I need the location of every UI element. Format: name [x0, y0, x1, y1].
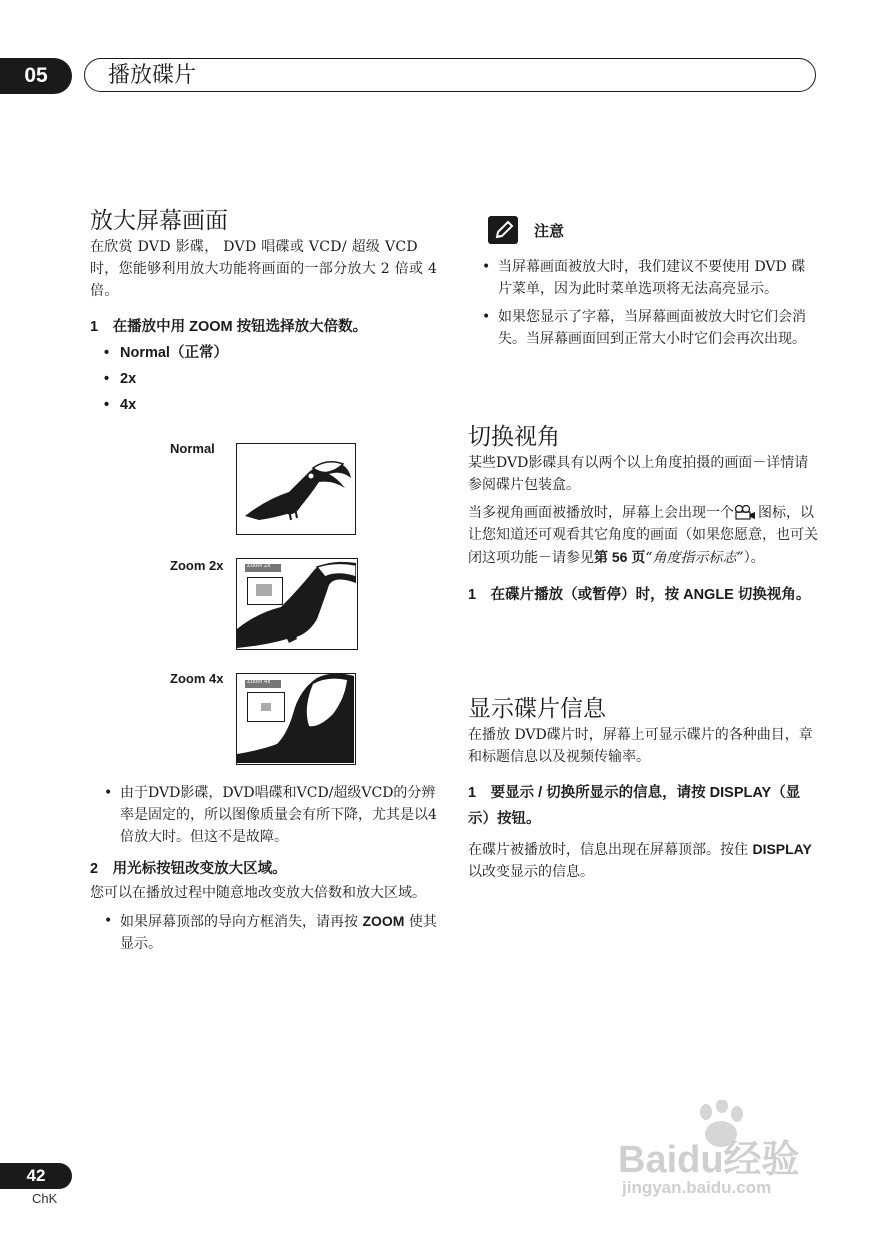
- note-title: 注意: [534, 223, 565, 240]
- chapter-number-badge: 05: [0, 58, 72, 94]
- angle-step1: 1 在碟片播放（或暂停）时，按 ANGLE 切换视角。: [468, 587, 811, 603]
- figure-label-normal: Normal: [170, 441, 215, 456]
- disc-info-intro: 在播放 DVD碟片时，屏幕上可显示碟片的各种曲目，章和标题信息以及视频传输率。: [468, 727, 813, 765]
- camera-angle-icon: [734, 504, 758, 520]
- zoom-guide-note: [90, 910, 440, 955]
- angle-intro: 某些DVD影碟具有以两个以上角度拍摄的画面－详情请参阅碟片包装盒。: [468, 455, 809, 493]
- zoom4x-guide-frame: [247, 692, 285, 722]
- angle-ref-title[interactable]: “角度指示标志”: [645, 550, 744, 566]
- figure-label-zoom4x: Zoom 4x: [170, 671, 224, 686]
- disc-info-heading: 显示碟片信息: [468, 696, 606, 722]
- angle-heading: 切换视角: [468, 424, 560, 450]
- angle-para-mid: 图标，以让您知道还可观看其它角度的画面（如果您愿意，也可关闭这项功能－请参见: [468, 505, 818, 566]
- angle-para-pre: 当多视角画面被播放时，屏幕上会出现一个: [468, 505, 734, 521]
- zoom-osd-label: Zoom 2x: [247, 563, 271, 569]
- toucan-illustration-normal: [237, 444, 354, 533]
- baidu-watermark: [618, 1100, 818, 1210]
- zoom-heading: 放大屏幕画面: [90, 208, 228, 234]
- zoom-step1: 1 在播放中用 ZOOM 按钮选择放大倍数。: [90, 319, 368, 335]
- angle-para-end: ）。: [743, 550, 765, 566]
- toucan-image-zoom2x: [236, 558, 358, 650]
- display-key: DISPLAY: [752, 841, 812, 857]
- disc-info-step1: 1 要显示 / 切换所显示的信息，请按 DISPLAY（显示）按钮。: [468, 785, 801, 827]
- angle-page-ref[interactable]: 第 56 页: [594, 549, 646, 565]
- disc-info-section: [468, 694, 818, 883]
- watermark-url: jingyan.baidu.com: [622, 1178, 772, 1197]
- zoom-lower-section: [90, 782, 440, 955]
- figure-label-zoom2x: Zoom 2x: [170, 558, 224, 573]
- pencil-icon: [488, 216, 518, 244]
- toucan-image-zoom4x: [236, 673, 356, 765]
- language-code: ChK: [32, 1191, 58, 1206]
- zoom-guide-area: [256, 584, 272, 596]
- watermark-brand: Baidu经验: [618, 1139, 800, 1181]
- zoom4x-osd-label: Zoom 4x: [247, 679, 271, 685]
- disc-info-text-pre: 在碟片被播放时，信息出现在屏幕顶部。按住: [468, 842, 753, 858]
- zoom-resolution-note: • 由于DVD影碟，DVD唱碟和VCD/超级VCD的分辨率是固定的，所以图像质量会有所下降，尤其是以4倍放大时。但这不是故障。: [90, 782, 440, 848]
- angle-para: [468, 502, 818, 569]
- chapter-title: 播放碟片: [108, 63, 197, 88]
- zoom-intro: 在欣赏 DVD 影碟， DVD 唱碟或 VCD/ 超级 VCD 时，您能够利用放大功能将画面的一部分放大 2 倍或 4 倍。: [90, 239, 438, 299]
- zoom-step2: 2 用光标按钮改变放大区域。: [90, 861, 287, 877]
- toucan-image-normal: [236, 443, 356, 535]
- zoom-option-2x: • 2x: [90, 368, 440, 390]
- disc-info-text: [468, 838, 818, 883]
- zoom4x-guide-area: [261, 703, 271, 711]
- zoom-option-4x: • 4x: [90, 394, 440, 416]
- note-pencil-icon: [488, 216, 518, 244]
- note-item-1: • 当屏幕画面被放大时，我们建议不要使用 DVD 碟片菜单，因为此时菜单选项将无法高亮显示。: [468, 256, 818, 300]
- zoom-guide-note-tail: 使其显示。: [120, 914, 437, 952]
- page-number-badge: 42: [0, 1163, 72, 1189]
- zoom-section: [90, 206, 440, 416]
- disc-info-text-post: 以改变显示的信息。: [468, 864, 594, 880]
- note-list: [468, 256, 818, 350]
- zoom-key: ZOOM: [362, 913, 405, 929]
- zoom-step2-text: 您可以在播放过程中随意地改变放大倍数和放大区域。: [90, 885, 426, 901]
- note-item-2: • 如果您显示了字幕，当屏幕画面被放大时它们会消失。当屏幕画面回到正常大小时它们会再次出现。: [468, 306, 818, 350]
- angle-section: [468, 422, 818, 609]
- zoom-guide-frame: [247, 577, 283, 605]
- zoom-guide-note-text: 如果屏幕顶部的导向方框消失，请再按: [120, 914, 363, 930]
- zoom-option-normal: • Normal（正常）: [90, 342, 440, 364]
